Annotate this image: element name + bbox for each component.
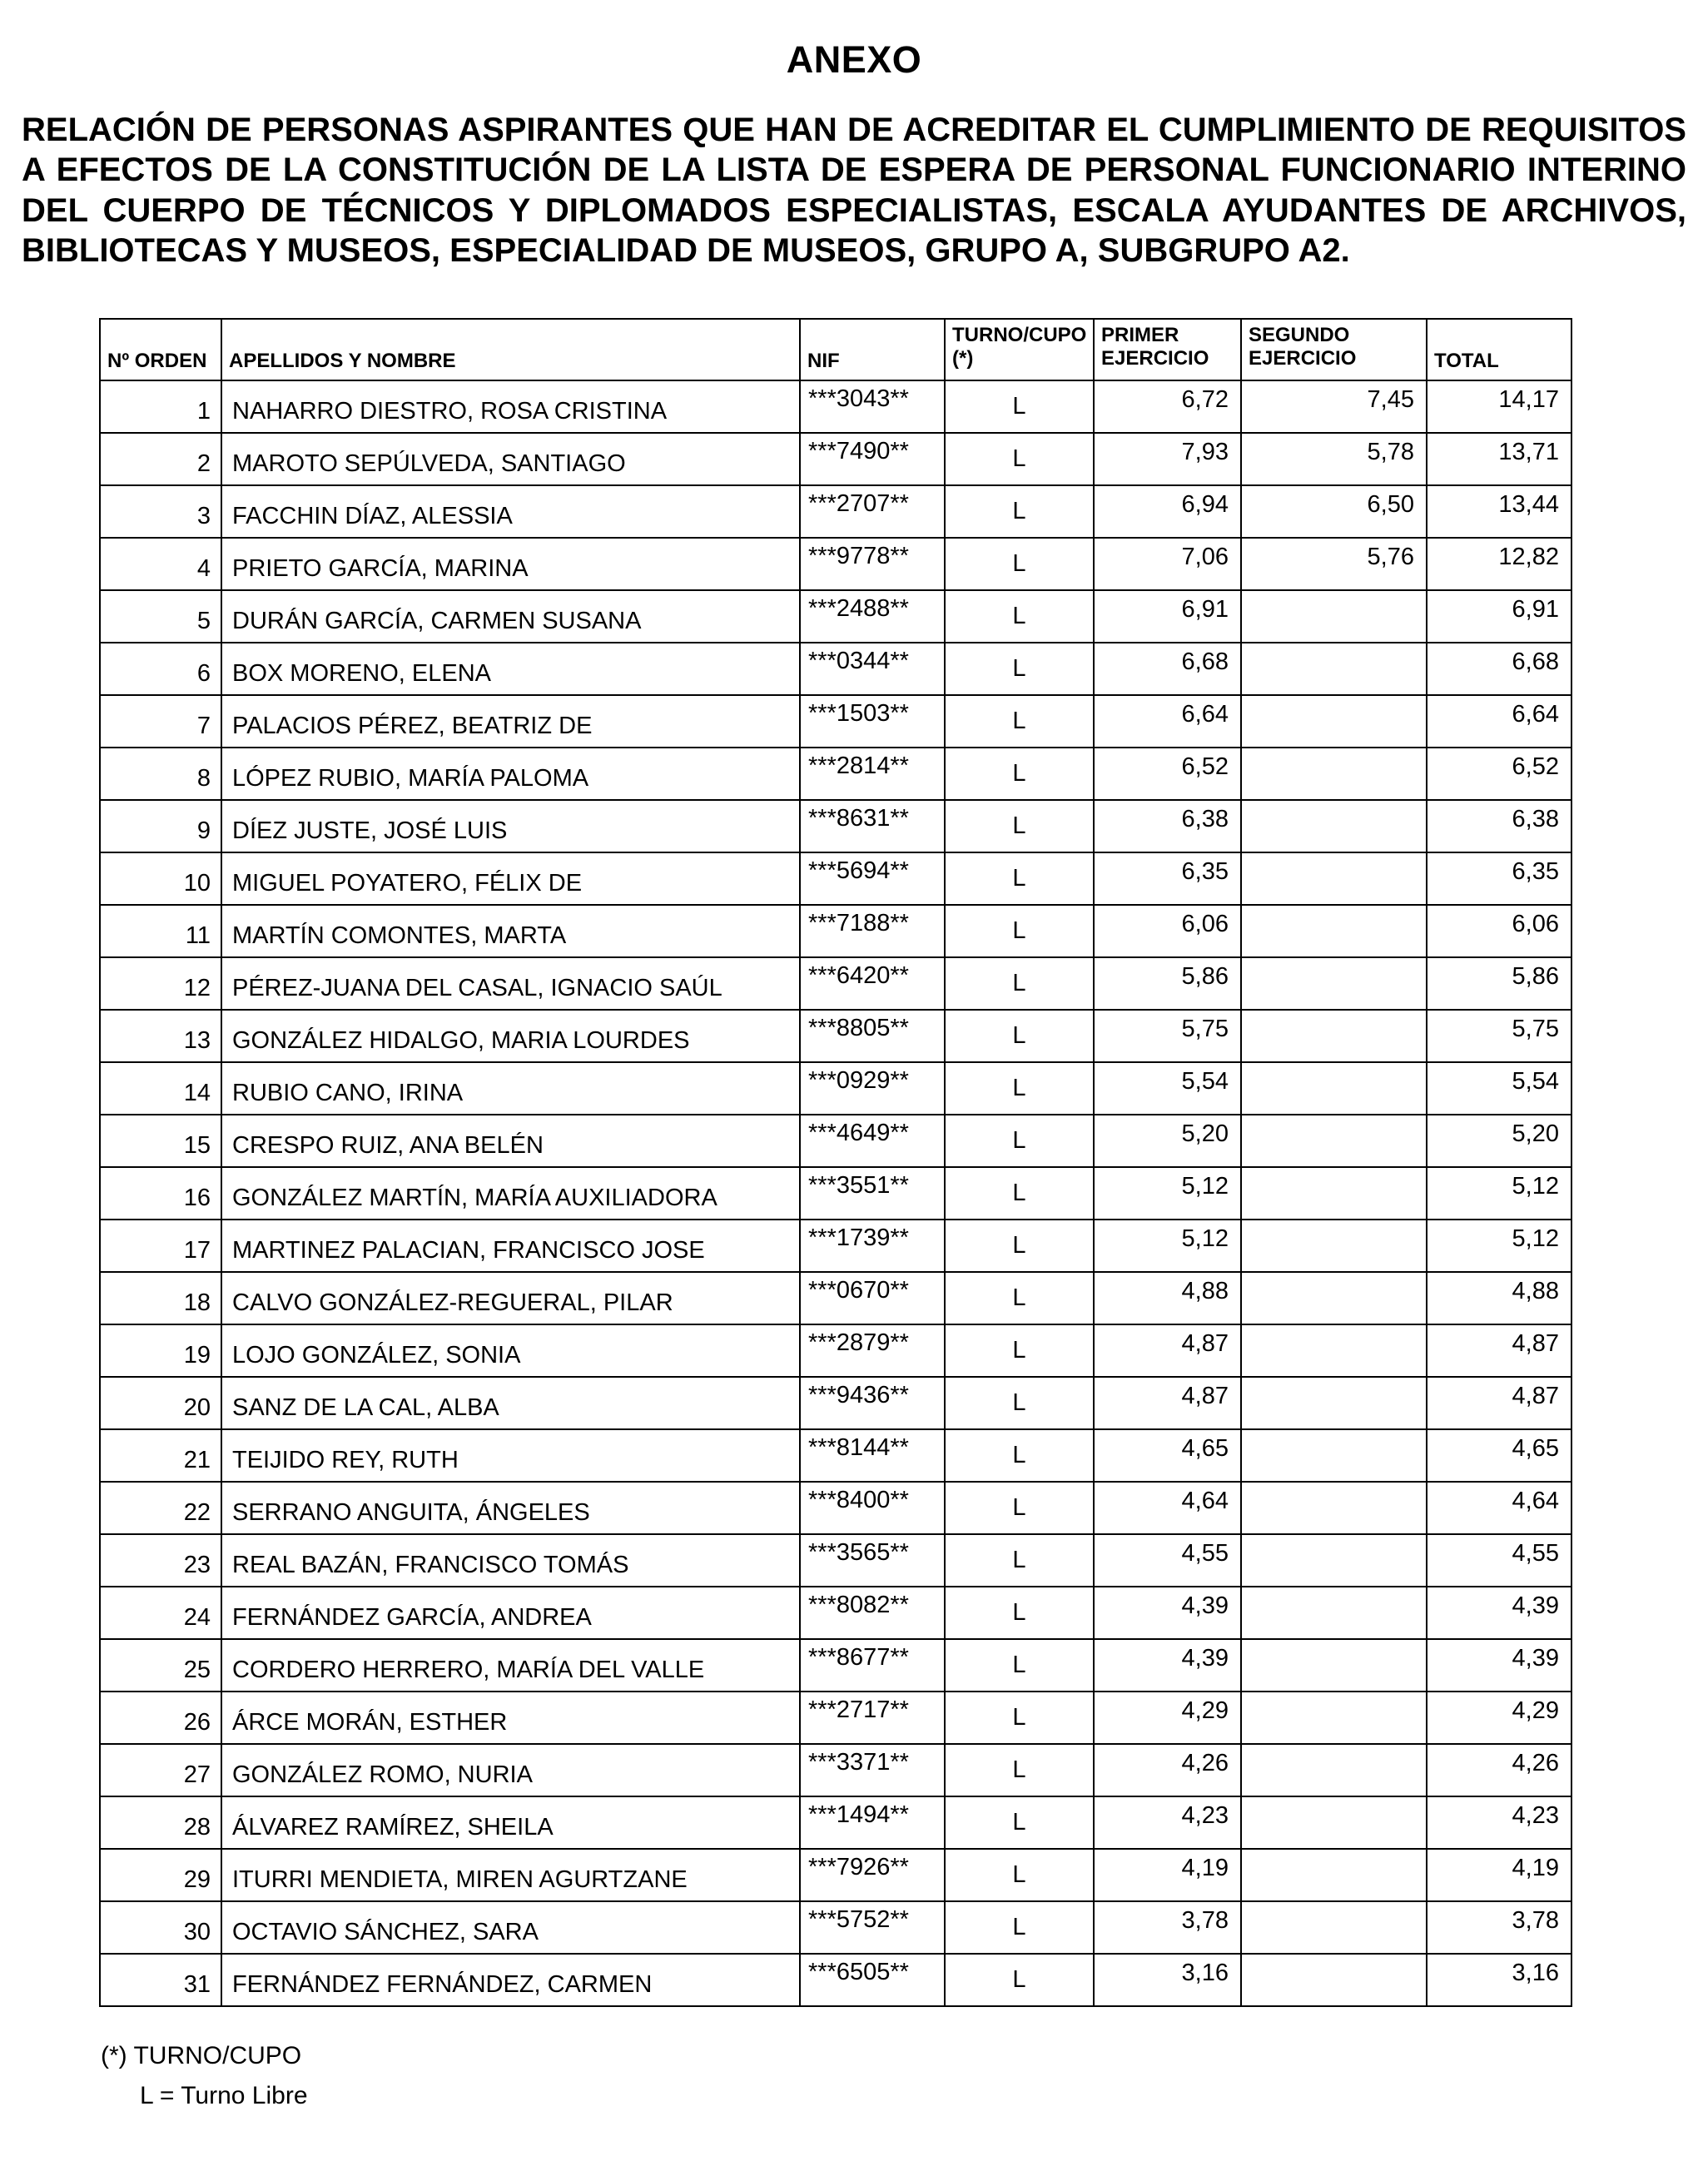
table-row [100,1744,1571,1796]
turno-cell: L [945,538,1094,590]
header-num-orden: Nº ORDEN [100,319,221,380]
primer-cell: 6,35 [1094,852,1241,905]
table-row [100,1220,1571,1272]
primer-cell: 4,87 [1094,1377,1241,1429]
primer-cell: 6,52 [1094,748,1241,800]
table-row [100,433,1571,485]
segundo-cell: 7,45 [1241,380,1427,433]
table-row [100,1796,1571,1849]
intro-paragraph: RELACIÓN DE PERSONAS ASPIRANTES QUE HAN DE ACREDITAR EL CUMPLIMIENTO DE REQUISITOS A EFECTOS DE LA CONSTITUCIÓN DE LA LISTA DE ESPERA DE PERSONAL FUNCIONARIO INTERINO DEL CUERPO DE TÉCNICOS Y DIPLOMADOS ESPECIALISTAS, ESCALA AYUDANTES DE ARCHIVOS, BIBLIOTECAS Y MUSEOS, ESPECIALIDAD DE MUSEOS, GRUPO A, SUBGRUPO A2. [22,112,1686,270]
table-body [100,380,1571,2006]
table-row [100,643,1571,695]
order-cell: 8 [100,748,221,800]
header-total: TOTAL [1427,319,1571,380]
header-nif: NIF [800,319,945,380]
table-row [100,1639,1571,1692]
results-table [99,318,1572,2007]
order-cell: 26 [100,1692,221,1744]
turno-cell: L [945,1744,1094,1796]
name-cell: MARTINEZ PALACIAN, FRANCISCO JOSE [221,1220,800,1272]
total-cell: 4,39 [1427,1587,1571,1639]
total-cell: 4,55 [1427,1534,1571,1587]
order-cell: 28 [100,1796,221,1849]
table-row [100,380,1571,433]
nif-cell: ***7188** [800,905,945,957]
turno-cell: L [945,1482,1094,1534]
name-cell: TEIJIDO REY, RUTH [221,1429,800,1482]
table-row [100,538,1571,590]
total-cell: 6,52 [1427,748,1571,800]
turno-cell: L [945,1272,1094,1324]
turno-cell: L [945,1167,1094,1220]
primer-cell: 6,94 [1094,485,1241,538]
primer-cell: 5,12 [1094,1220,1241,1272]
total-cell: 13,44 [1427,485,1571,538]
table-row [100,905,1571,957]
name-cell: MIGUEL POYATERO, FÉLIX DE [221,852,800,905]
total-cell: 5,12 [1427,1167,1571,1220]
table-row [100,800,1571,852]
order-cell: 17 [100,1220,221,1272]
table-row [100,748,1571,800]
segundo-cell [1241,590,1427,643]
name-cell: PÉREZ-JUANA DEL CASAL, IGNACIO SAÚL [221,957,800,1010]
order-cell: 27 [100,1744,221,1796]
order-cell: 30 [100,1901,221,1954]
turno-cell: L [945,1796,1094,1849]
nif-cell: ***6505** [800,1954,945,2006]
segundo-cell [1241,905,1427,957]
nif-cell: ***1494** [800,1796,945,1849]
order-cell: 3 [100,485,221,538]
total-cell: 5,12 [1427,1220,1571,1272]
total-cell: 6,06 [1427,905,1571,957]
nif-cell: ***5694** [800,852,945,905]
nif-cell: ***9436** [800,1377,945,1429]
table-header-row [100,319,1571,380]
table-row [100,1587,1571,1639]
total-cell: 5,86 [1427,957,1571,1010]
primer-cell: 6,91 [1094,590,1241,643]
nif-cell: ***8677** [800,1639,945,1692]
primer-cell: 7,93 [1094,433,1241,485]
segundo-cell [1241,1692,1427,1744]
total-cell: 5,54 [1427,1062,1571,1115]
name-cell: DÍEZ JUSTE, JOSÉ LUIS [221,800,800,852]
segundo-cell [1241,695,1427,748]
segundo-cell [1241,1849,1427,1901]
table-row [100,1324,1571,1377]
primer-cell: 4,19 [1094,1849,1241,1901]
name-cell: RUBIO CANO, IRINA [221,1062,800,1115]
total-cell: 14,17 [1427,380,1571,433]
table-row [100,1010,1571,1062]
segundo-cell [1241,748,1427,800]
total-cell: 5,20 [1427,1115,1571,1167]
header-segundo-ejercicio: SEGUNDO EJERCICIO [1241,319,1427,380]
segundo-cell [1241,1324,1427,1377]
name-cell: MAROTO SEPÚLVEDA, SANTIAGO [221,433,800,485]
table-row [100,1954,1571,2006]
header-apellidos-nombre: APELLIDOS Y NOMBRE [221,319,800,380]
primer-cell: 4,26 [1094,1744,1241,1796]
primer-cell: 5,75 [1094,1010,1241,1062]
order-cell: 24 [100,1587,221,1639]
primer-cell: 5,86 [1094,957,1241,1010]
turno-cell: L [945,748,1094,800]
primer-cell: 4,88 [1094,1272,1241,1324]
order-cell: 4 [100,538,221,590]
primer-cell: 3,78 [1094,1901,1241,1954]
nif-cell: ***2488** [800,590,945,643]
total-cell: 4,87 [1427,1377,1571,1429]
order-cell: 31 [100,1954,221,2006]
segundo-cell [1241,1010,1427,1062]
segundo-cell: 5,78 [1241,433,1427,485]
primer-cell: 6,38 [1094,800,1241,852]
total-cell: 4,19 [1427,1849,1571,1901]
turno-cell: L [945,1534,1094,1587]
segundo-cell [1241,800,1427,852]
nif-cell: ***5752** [800,1901,945,1954]
turno-cell: L [945,1324,1094,1377]
segundo-cell [1241,1377,1427,1429]
turno-cell: L [945,1115,1094,1167]
table-row [100,590,1571,643]
turno-cell: L [945,1692,1094,1744]
page-title: ANEXO [786,38,922,81]
total-cell: 4,87 [1427,1324,1571,1377]
total-cell: 3,16 [1427,1954,1571,2006]
segundo-cell [1241,1482,1427,1534]
nif-cell: ***8400** [800,1482,945,1534]
order-cell: 23 [100,1534,221,1587]
segundo-cell [1241,1272,1427,1324]
total-cell: 6,91 [1427,590,1571,643]
name-cell: ITURRI MENDIETA, MIREN AGURTZANE [221,1849,800,1901]
footnote-title: (*) TURNO/CUPO [101,2041,302,2069]
order-cell: 21 [100,1429,221,1482]
turno-cell: L [945,852,1094,905]
nif-cell: ***8805** [800,1010,945,1062]
segundo-cell [1241,1534,1427,1587]
segundo-cell: 6,50 [1241,485,1427,538]
table-row [100,1534,1571,1587]
nif-cell: ***9778** [800,538,945,590]
turno-cell: L [945,590,1094,643]
table-row [100,1429,1571,1482]
primer-cell: 4,55 [1094,1534,1241,1587]
turno-cell: L [945,1849,1094,1901]
table-row [100,1062,1571,1115]
segundo-cell [1241,1429,1427,1482]
order-cell: 9 [100,800,221,852]
name-cell: ÁLVAREZ RAMÍREZ, SHEILA [221,1796,800,1849]
nif-cell: ***1739** [800,1220,945,1272]
total-cell: 12,82 [1427,538,1571,590]
table-row [100,695,1571,748]
nif-cell: ***8082** [800,1587,945,1639]
order-cell: 13 [100,1010,221,1062]
turno-cell: L [945,1901,1094,1954]
order-cell: 11 [100,905,221,957]
primer-cell: 3,16 [1094,1954,1241,2006]
footnote-item: L = Turno Libre [140,2081,308,2109]
name-cell: PRIETO GARCÍA, MARINA [221,538,800,590]
turno-cell: L [945,957,1094,1010]
primer-cell: 4,64 [1094,1482,1241,1534]
order-cell: 25 [100,1639,221,1692]
primer-cell: 4,23 [1094,1796,1241,1849]
segundo-cell [1241,1744,1427,1796]
table-row [100,1901,1571,1954]
turno-cell: L [945,905,1094,957]
total-cell: 3,78 [1427,1901,1571,1954]
total-cell: 4,26 [1427,1744,1571,1796]
turno-cell: L [945,1062,1094,1115]
total-cell: 6,64 [1427,695,1571,748]
turno-cell: L [945,1429,1094,1482]
order-cell: 6 [100,643,221,695]
segundo-cell [1241,1796,1427,1849]
turno-cell: L [945,1954,1094,2006]
name-cell: MARTÍN COMONTES, MARTA [221,905,800,957]
segundo-cell [1241,1062,1427,1115]
total-cell: 4,39 [1427,1639,1571,1692]
segundo-cell [1241,1954,1427,2006]
table-row [100,957,1571,1010]
total-cell: 13,71 [1427,433,1571,485]
name-cell: CRESPO RUIZ, ANA BELÉN [221,1115,800,1167]
nif-cell: ***4649** [800,1115,945,1167]
table-row [100,1167,1571,1220]
name-cell: GONZÁLEZ MARTÍN, MARÍA AUXILIADORA [221,1167,800,1220]
nif-cell: ***3551** [800,1167,945,1220]
primer-cell: 4,87 [1094,1324,1241,1377]
primer-cell: 6,06 [1094,905,1241,957]
name-cell: CALVO GONZÁLEZ-REGUERAL, PILAR [221,1272,800,1324]
table-row [100,1377,1571,1429]
segundo-cell [1241,852,1427,905]
turno-cell: L [945,1587,1094,1639]
nif-cell: ***0929** [800,1062,945,1115]
nif-cell: ***1503** [800,695,945,748]
primer-cell: 7,06 [1094,538,1241,590]
nif-cell: ***0344** [800,643,945,695]
total-cell: 6,35 [1427,852,1571,905]
primer-cell: 4,39 [1094,1639,1241,1692]
turno-cell: L [945,380,1094,433]
name-cell: DURÁN GARCÍA, CARMEN SUSANA [221,590,800,643]
turno-cell: L [945,643,1094,695]
total-cell: 4,64 [1427,1482,1571,1534]
name-cell: SERRANO ANGUITA, ÁNGELES [221,1482,800,1534]
name-cell: LOJO GONZÁLEZ, SONIA [221,1324,800,1377]
segundo-cell: 5,76 [1241,538,1427,590]
order-cell: 18 [100,1272,221,1324]
total-cell: 4,23 [1427,1796,1571,1849]
order-cell: 1 [100,380,221,433]
nif-cell: ***2879** [800,1324,945,1377]
table-row [100,1692,1571,1744]
turno-cell: L [945,1010,1094,1062]
header-turno-cupo: TURNO/CUPO (*) [945,319,1094,380]
primer-cell: 4,39 [1094,1587,1241,1639]
order-cell: 29 [100,1849,221,1901]
nif-cell: ***8144** [800,1429,945,1482]
segundo-cell [1241,1115,1427,1167]
table-row [100,1849,1571,1901]
nif-cell: ***3043** [800,380,945,433]
nif-cell: ***8631** [800,800,945,852]
name-cell: BOX MORENO, ELENA [221,643,800,695]
total-cell: 6,68 [1427,643,1571,695]
name-cell: FERNÁNDEZ FERNÁNDEZ, CARMEN [221,1954,800,2006]
nif-cell: ***7490** [800,433,945,485]
segundo-cell [1241,957,1427,1010]
turno-cell: L [945,433,1094,485]
primer-cell: 6,68 [1094,643,1241,695]
name-cell: GONZÁLEZ HIDALGO, MARIA LOURDES [221,1010,800,1062]
name-cell: SANZ DE LA CAL, ALBA [221,1377,800,1429]
primer-cell: 5,12 [1094,1167,1241,1220]
primer-cell: 4,65 [1094,1429,1241,1482]
order-cell: 15 [100,1115,221,1167]
name-cell: FERNÁNDEZ GARCÍA, ANDREA [221,1587,800,1639]
table-row [100,852,1571,905]
order-cell: 7 [100,695,221,748]
segundo-cell [1241,1220,1427,1272]
turno-cell: L [945,800,1094,852]
order-cell: 20 [100,1377,221,1429]
table-row [100,485,1571,538]
total-cell: 5,75 [1427,1010,1571,1062]
order-cell: 12 [100,957,221,1010]
turno-cell: L [945,485,1094,538]
primer-cell: 5,54 [1094,1062,1241,1115]
primer-cell: 5,20 [1094,1115,1241,1167]
name-cell: REAL BAZÁN, FRANCISCO TOMÁS [221,1534,800,1587]
order-cell: 10 [100,852,221,905]
nif-cell: ***2717** [800,1692,945,1744]
order-cell: 16 [100,1167,221,1220]
turno-cell: L [945,1220,1094,1272]
nif-cell: ***3371** [800,1744,945,1796]
name-cell: ÁRCE MORÁN, ESTHER [221,1692,800,1744]
order-cell: 19 [100,1324,221,1377]
name-cell: PALACIOS PÉREZ, BEATRIZ DE [221,695,800,748]
total-cell: 6,38 [1427,800,1571,852]
order-cell: 2 [100,433,221,485]
total-cell: 4,65 [1427,1429,1571,1482]
nif-cell: ***3565** [800,1534,945,1587]
name-cell: FACCHIN DÍAZ, ALESSIA [221,485,800,538]
header-primer-ejercicio: PRIMER EJERCICIO [1094,319,1241,380]
segundo-cell [1241,643,1427,695]
total-cell: 4,88 [1427,1272,1571,1324]
nif-cell: ***0670** [800,1272,945,1324]
order-cell: 22 [100,1482,221,1534]
nif-cell: ***2814** [800,748,945,800]
turno-cell: L [945,1639,1094,1692]
order-cell: 14 [100,1062,221,1115]
table-row [100,1482,1571,1534]
primer-cell: 4,29 [1094,1692,1241,1744]
primer-cell: 6,72 [1094,380,1241,433]
order-cell: 5 [100,590,221,643]
segundo-cell [1241,1901,1427,1954]
segundo-cell [1241,1167,1427,1220]
nif-cell: ***7926** [800,1849,945,1901]
turno-cell: L [945,695,1094,748]
name-cell: LÓPEZ RUBIO, MARÍA PALOMA [221,748,800,800]
segundo-cell [1241,1639,1427,1692]
table-row [100,1115,1571,1167]
name-cell: NAHARRO DIESTRO, ROSA CRISTINA [221,380,800,433]
segundo-cell [1241,1587,1427,1639]
nif-cell: ***2707** [800,485,945,538]
total-cell: 4,29 [1427,1692,1571,1744]
name-cell: GONZÁLEZ ROMO, NURIA [221,1744,800,1796]
name-cell: CORDERO HERRERO, MARÍA DEL VALLE [221,1639,800,1692]
table-row [100,1272,1571,1324]
name-cell: OCTAVIO SÁNCHEZ, SARA [221,1901,800,1954]
nif-cell: ***6420** [800,957,945,1010]
turno-cell: L [945,1377,1094,1429]
primer-cell: 6,64 [1094,695,1241,748]
